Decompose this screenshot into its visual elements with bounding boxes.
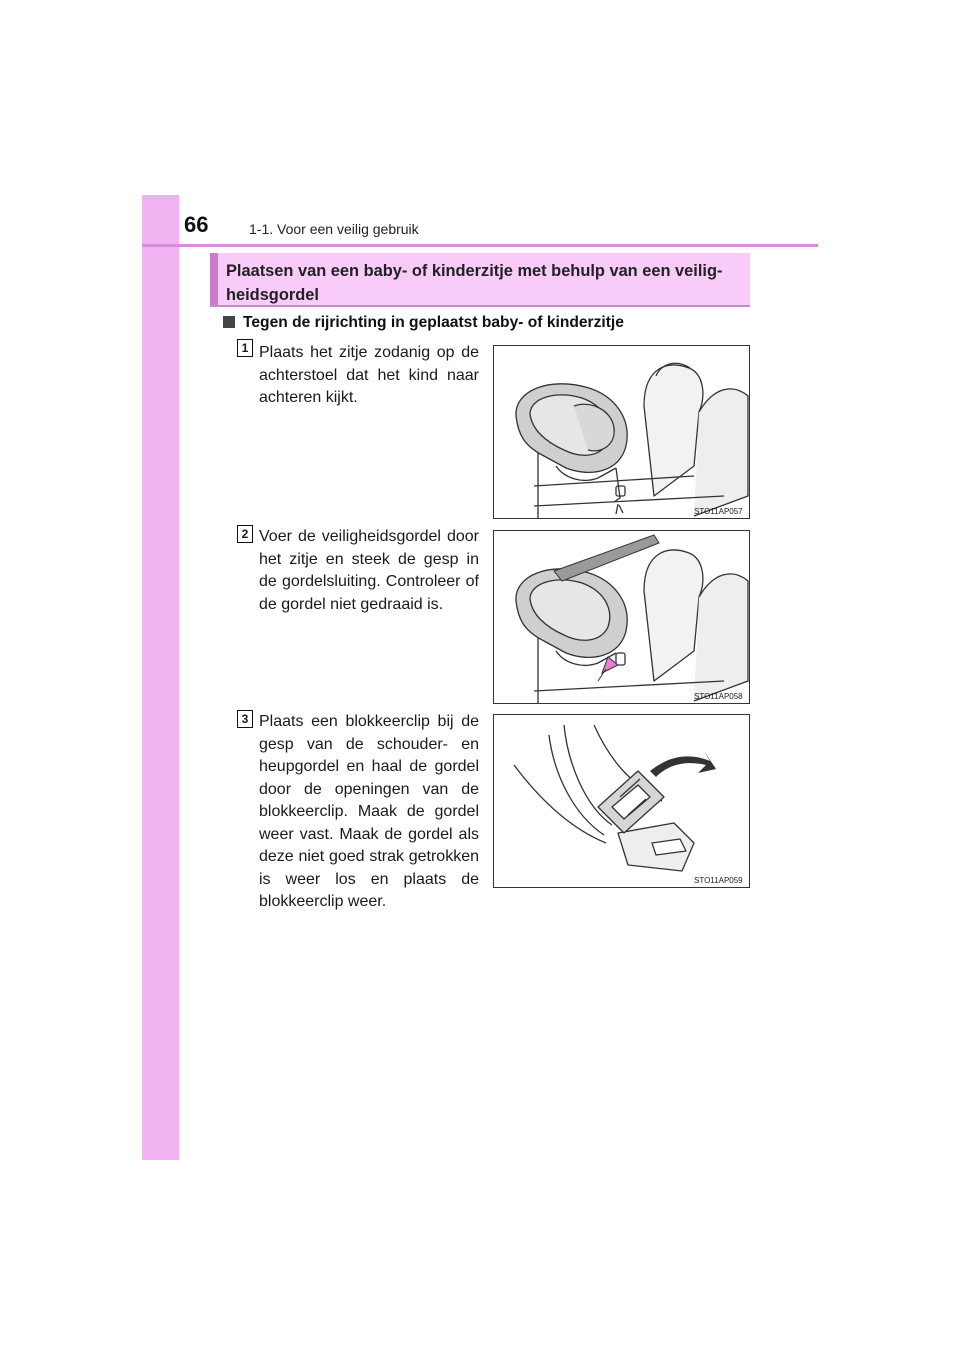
child-seat-illustration xyxy=(494,346,749,518)
page-number: 66 xyxy=(184,212,209,237)
section-title-line-2: heidsgordel xyxy=(226,286,319,304)
step-number-1: 1 xyxy=(237,339,253,357)
figure-code-1: STO11AP057 xyxy=(694,507,743,516)
running-header: 1-1. Voor een veilig gebruik xyxy=(249,221,419,237)
figure-2-belt-routing xyxy=(493,530,750,704)
chapter-side-tab xyxy=(142,195,179,1160)
step-number-2: 2 xyxy=(237,525,253,543)
figure-3-locking-clip xyxy=(493,714,750,888)
subheading-text: Tegen de rijrichting in geplaatst baby- of kinderzitje xyxy=(243,314,624,331)
figure-1-rear-facing-seat xyxy=(493,345,750,519)
step-text-3: Plaats een blokkeerclip bij de gesp van de schouder- en heupgordel en haal de gordel door de openingen van de blokkeerclip. Maak de gordel weer vast. Maak de gordel als deze niet goed strak getrokken is weer los en plaats de blokkeerclip weer. xyxy=(259,713,479,910)
subheading xyxy=(223,314,624,332)
step-text-2: Voer de veiligheidsgordel door het zitje en steek de gesp in de gordelsluiting. Controleer of de gordel niet gedraaid is. xyxy=(259,528,479,613)
step-number-3: 3 xyxy=(237,710,253,728)
locking-clip-illustration xyxy=(494,715,749,887)
section-title-line-1: Plaatsen van een baby- of kinderzitje met behulp van een veilig- xyxy=(226,262,723,280)
section-rule xyxy=(210,305,750,307)
step-text-1: Plaats het zitje zodanig op de achterstoel dat het kind naar achteren kijkt. xyxy=(259,344,479,406)
belt-routing-illustration xyxy=(494,531,749,703)
figure-code-2: STO11AP058 xyxy=(694,692,743,701)
header-rule xyxy=(142,244,818,247)
figure-code-3: STO11AP059 xyxy=(694,876,743,885)
section-title-box xyxy=(210,253,750,306)
square-bullet-icon xyxy=(223,316,235,328)
